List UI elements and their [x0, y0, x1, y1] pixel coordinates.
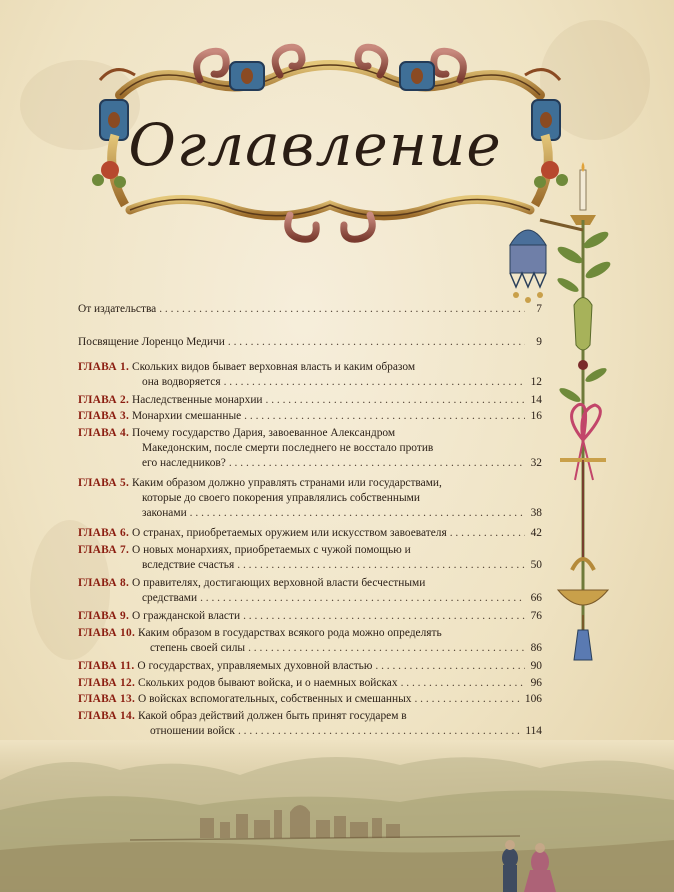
toc-entry[interactable]	[78, 426, 542, 471]
toc-entry[interactable]	[78, 476, 542, 521]
page-number: 12	[530, 376, 542, 388]
page-number: 114	[525, 725, 542, 737]
leader-dots	[248, 641, 525, 656]
chapter-label: ГЛАВА 7.	[78, 544, 130, 556]
chapter-label: ГЛАВА 9.	[78, 610, 130, 622]
entry-text: которые до своего покорения управлялись собственными	[142, 492, 420, 504]
entry-text: О войсках вспомогательных, собственных и смешанных	[138, 693, 412, 705]
entry-text: Македонским, после смерти последнего не восстало против	[142, 442, 434, 454]
page-number: 96	[530, 677, 542, 689]
entry-text: Скольких видов бывает верховная власть и каким образом	[132, 361, 416, 373]
toc-entry[interactable]	[78, 335, 542, 350]
chapter-label: ГЛАВА 12.	[78, 677, 136, 689]
chapter-label: ГЛАВА 4.	[78, 427, 130, 439]
leader-dots	[401, 676, 525, 691]
entry-text: Скольких родов бывают войска, и о наемных войсках	[138, 677, 398, 689]
toc-entry[interactable]	[78, 659, 542, 674]
chapter-label: ГЛАВА 2.	[78, 394, 130, 406]
leader-dots	[266, 393, 525, 408]
leader-dots	[243, 609, 525, 624]
entry-text: О государствах, управляемых духовной властью	[137, 660, 373, 672]
entry-text: она водворяется	[142, 376, 221, 388]
entry-text: Монархии смешанные	[132, 410, 242, 422]
leader-dots	[450, 526, 525, 541]
toc-entry[interactable]	[78, 393, 542, 408]
entry-text: Наследственные монархии	[132, 394, 263, 406]
leader-dots	[237, 558, 525, 573]
leader-dots	[190, 506, 525, 521]
entry-text: средствами	[142, 592, 198, 604]
page-number: 86	[530, 642, 542, 654]
page-number: 42	[530, 527, 542, 539]
entry-text: Почему государство Дария, завоеванное Александром	[132, 427, 396, 439]
leader-dots	[414, 692, 521, 707]
page-number: 66	[530, 592, 542, 604]
toc-entry[interactable]	[78, 409, 542, 424]
toc-entry[interactable]	[78, 526, 542, 541]
entry-text: Каким образом в государствах всякого рода можно определять	[138, 627, 442, 639]
toc-entry[interactable]	[78, 692, 542, 707]
toc-entry[interactable]	[78, 576, 542, 606]
entry-text: О новых монархиях, приобретаемых с чужой помощью и	[132, 544, 411, 556]
entry-text: От издательства	[78, 303, 157, 315]
chapter-label: ГЛАВА 5.	[78, 477, 130, 489]
leader-dots	[224, 375, 525, 390]
toc-entry[interactable]	[78, 709, 542, 739]
page-number: 7	[536, 303, 542, 315]
chapter-label: ГЛАВА 8.	[78, 577, 130, 589]
page-number: 14	[530, 394, 542, 406]
chapter-label: ГЛАВА 10.	[78, 627, 136, 639]
chapter-label: ГЛАВА 14.	[78, 710, 136, 722]
city-landscape-illustration	[0, 740, 674, 892]
toc-entry[interactable]	[78, 609, 542, 624]
leader-dots	[375, 659, 525, 674]
page-number: 38	[530, 507, 542, 519]
toc-entry[interactable]	[78, 626, 542, 656]
leader-dots	[200, 591, 525, 606]
chapter-label: ГЛАВА 3.	[78, 410, 130, 422]
entry-text: вследствие счастья	[142, 559, 235, 571]
page-number: 16	[530, 410, 542, 422]
entry-text: О странах, приобретаемых оружием или искусством завоевателя	[132, 527, 447, 539]
entry-text: законами	[142, 507, 187, 519]
toc-entry[interactable]	[78, 360, 542, 390]
leader-dots	[238, 724, 522, 739]
toc-entry[interactable]	[78, 543, 542, 573]
entry-text: степень своей силы	[150, 642, 246, 654]
chapter-label: ГЛАВА 11.	[78, 660, 135, 672]
page-number: 90	[530, 660, 542, 672]
page-number: 9	[536, 336, 542, 348]
entry-text: Посвящение Лоренцо Медичи	[78, 336, 225, 348]
page-number: 106	[524, 693, 542, 705]
entry-text: О гражданской власти	[132, 610, 241, 622]
page-title: Оглавление	[128, 111, 502, 179]
chapter-label: ГЛАВА 1.	[78, 361, 130, 373]
leader-dots	[229, 456, 525, 471]
toc-entry[interactable]	[78, 302, 542, 317]
entry-text: его наследников?	[142, 457, 226, 469]
leader-dots	[228, 335, 525, 350]
page-number: 76	[530, 610, 542, 622]
leader-dots	[159, 302, 525, 317]
entry-text: отношении войск	[150, 725, 235, 737]
entry-text: Какой образ действий должен быть принят государем в	[138, 710, 407, 722]
chapter-label: ГЛАВА 6.	[78, 527, 130, 539]
page-number: 32	[530, 457, 542, 469]
chapter-label: ГЛАВА 13.	[78, 693, 136, 705]
entry-text: Каким образом должно управлять странами или государствами,	[132, 477, 442, 489]
leader-dots	[244, 409, 525, 424]
toc-entry[interactable]	[78, 676, 542, 691]
page-number: 50	[530, 559, 542, 571]
entry-text: О правителях, достигающих верховной власти бесчестными	[132, 577, 426, 589]
